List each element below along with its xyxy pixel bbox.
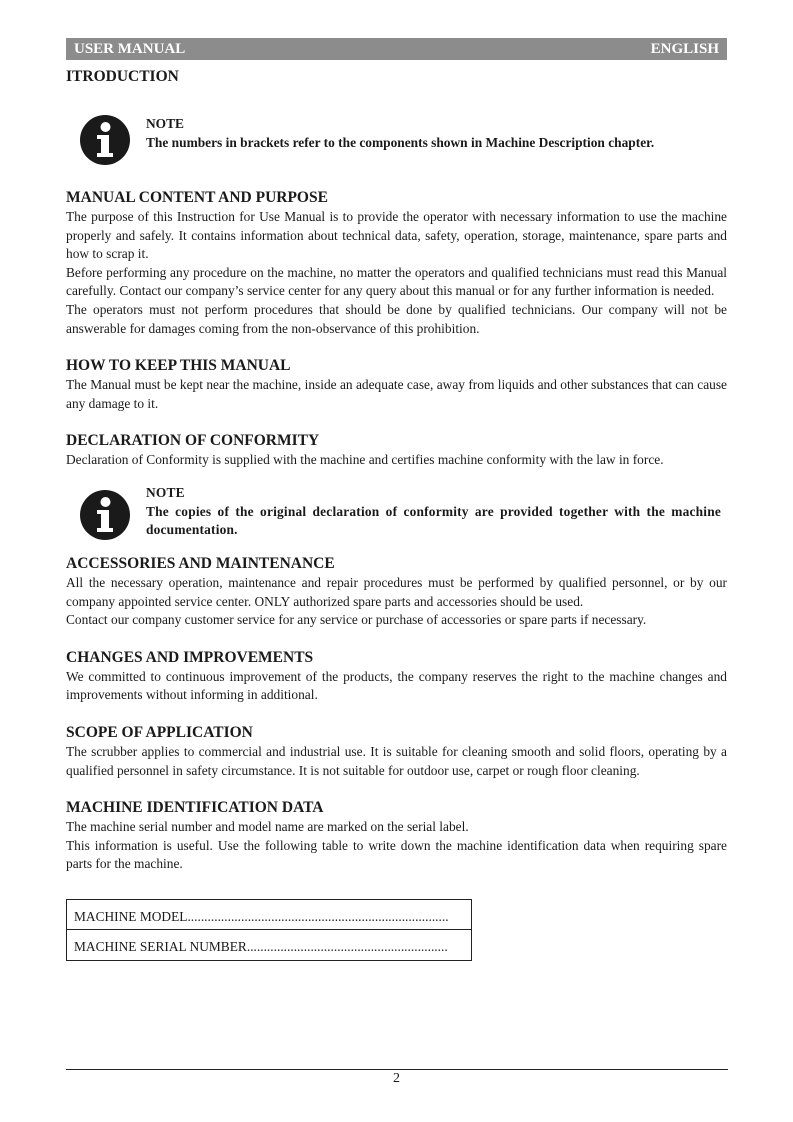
paragraph: This information is useful. Use the following table to write down the machine identification data when requiring spare parts for the machine.	[66, 837, 727, 872]
paragraph: Declaration of Conformity is supplied with the machine and certifies machine conformity with the law in force.	[66, 452, 664, 468]
section-heading: SCOPE OF APPLICATION	[66, 723, 253, 741]
section-changes	[66, 648, 727, 705]
section-heading: HOW TO KEEP THIS MANUAL	[66, 357, 291, 375]
machine-model-row[interactable]: MACHINE MODEL..............................................................................	[67, 900, 471, 930]
info-icon	[80, 115, 130, 165]
section-declaration	[66, 431, 727, 470]
machine-serial-row[interactable]: MACHINE SERIAL NUMBER............................................................	[74, 938, 448, 954]
footer-divider	[66, 1069, 728, 1070]
note-title: NOTE	[146, 484, 185, 500]
info-icon	[80, 490, 130, 540]
section-heading: CHANGES AND IMPROVEMENTS	[66, 648, 314, 666]
page-number: 2	[393, 1071, 400, 1086]
section-keep-manual	[66, 356, 727, 413]
paragraph: Before performing any procedure on the machine, no matter the operators and qualified technicians must read this Manual carefully. Contact our company’s service center for any query about this manual or for any further information is needed.	[66, 264, 727, 299]
note-text: The numbers in brackets refer to the components shown in Machine Description chapter.	[146, 134, 655, 150]
section-heading: DECLARATION OF CONFORMITY	[66, 432, 320, 450]
section-accessories	[66, 554, 727, 630]
identification-table	[66, 899, 472, 961]
page-content	[66, 67, 727, 961]
note-title: NOTE	[146, 116, 184, 131]
paragraph: The purpose of this Instruction for Use Manual is to provide the operator with necessary information to use the machine properly and safely. It contains information about technical data, safety, operation, storage, maintenance, spare parts and how to scrap it.	[66, 209, 727, 262]
section-heading: MANUAL CONTENT AND PURPOSE	[66, 189, 328, 206]
header-language: ENGLISH	[650, 40, 719, 57]
intro-heading: ITRODUCTION	[66, 68, 179, 85]
header-title: USER MANUAL	[74, 40, 186, 57]
paragraph: All the necessary operation, maintenance and repair procedures must be performed by qualified personnel, or by our company appointed service center. ONLY authorized spare parts and accessories should be used.	[66, 574, 727, 609]
paragraph: Contact our company customer service for any service or purchase of accessories or spare parts if necessary.	[66, 612, 647, 628]
section-manual-content	[66, 188, 727, 338]
header-bar	[66, 38, 727, 60]
note-box-1	[66, 115, 727, 175]
paragraph: The scrubber applies to commercial and industrial use. It is suitable for cleaning smooth and solid floors, operating by a qualified personnel in safety circumstance. It is not suitable for outdoor use, carpet or rough floor cleaning.	[66, 743, 727, 778]
note-text: The copies of the original declaration of conformity are provided together with the machine documentation.	[146, 503, 721, 538]
section-heading: MACHINE IDENTIFICATION DATA	[66, 799, 324, 817]
section-heading: ACCESSORIES AND MAINTENANCE	[66, 554, 335, 572]
note-box-2	[66, 484, 727, 548]
section-scope	[66, 723, 727, 780]
paragraph: The machine serial number and model name are marked on the serial label.	[66, 819, 469, 835]
paragraph: The Manual must be kept near the machine, inside an adequate case, away from liquids and other substances that can cause any damage to it.	[66, 377, 727, 411]
paragraph: The operators must not perform procedures that should be done by qualified technicians. Our company will not be answerable for damages coming from the non-observance of this prohibition.	[66, 301, 727, 336]
paragraph: We committed to continuous improvement of the products, the company reserves the right to the machine changes and improvements without informing in additional.	[66, 668, 727, 703]
section-identification	[66, 798, 727, 874]
